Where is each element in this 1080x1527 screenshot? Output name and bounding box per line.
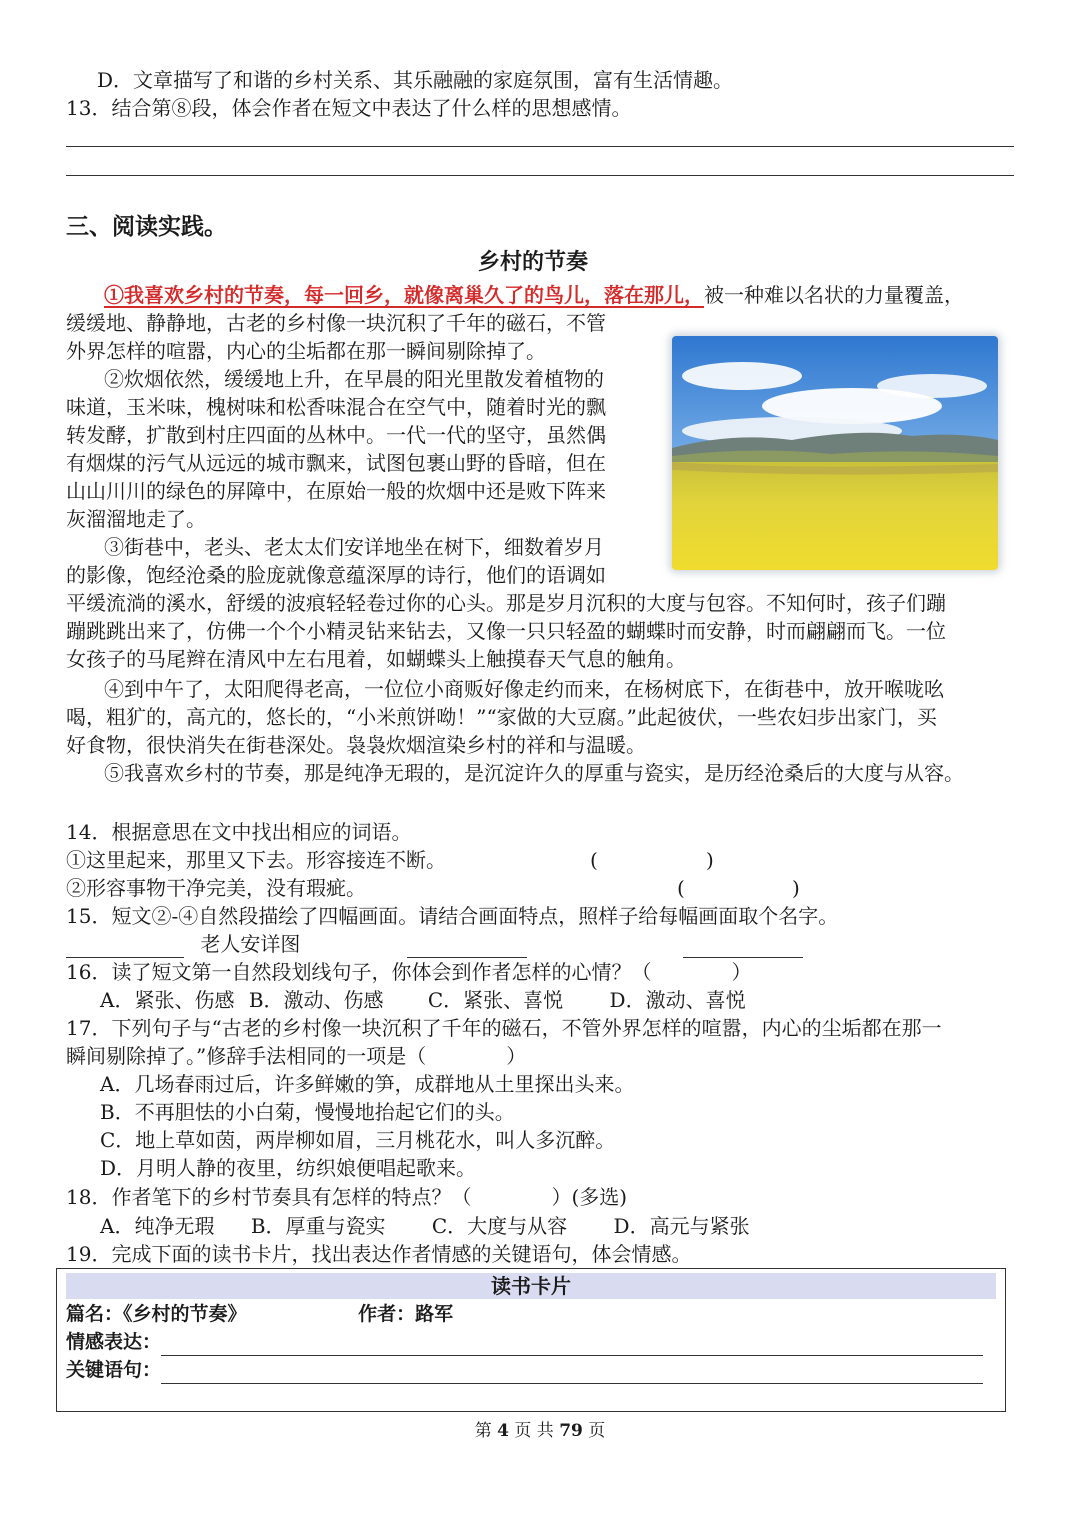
question-18-options bbox=[100, 1212, 750, 1240]
question-14: 14．根据意思在文中找出相应的词语。 bbox=[66, 820, 412, 844]
card-author-value: 路军 bbox=[415, 1303, 454, 1325]
question-17-option-d: D．月明人静的夜里，纺织娘便唱起歌来。 bbox=[100, 1156, 477, 1180]
passage-line: 转发酵，扩散到村庄四面的丛林中。一代一代的坚守，虽然偶 bbox=[66, 423, 606, 447]
question-15: 15．短文②-④自然段描绘了四幅画面。请结合画面特点，照样子给每幅画面取个名字。 bbox=[66, 904, 839, 928]
question-17-line-2: 瞬间剔除掉了。”修辞手法相同的一项是（ ） bbox=[66, 1044, 527, 1068]
answer-line bbox=[66, 146, 1014, 147]
footer-suffix: 页 bbox=[588, 1421, 606, 1441]
card-key-row bbox=[66, 1356, 983, 1384]
card-title-label: 篇名： bbox=[66, 1303, 124, 1325]
passage-line: 的影像，饱经沧桑的脸庞就像意蕴深厚的诗行，他们的语调如 bbox=[66, 563, 606, 587]
card-author-label: 作者： bbox=[358, 1303, 416, 1325]
section-heading: 三、阅读实践。 bbox=[66, 214, 227, 240]
passage-line: 平缓流淌的溪水，舒缓的波痕轻轻卷过你的心头。那是岁月沉积的大度与包容。不知何时，孩子们蹦 bbox=[66, 591, 946, 615]
option: C．紧张、喜悦 bbox=[427, 988, 564, 1012]
passage-line: ④到中午了，太阳爬得老高，一位位小商贩好像走约而来，在杨树底下，在街巷中，放开喉咙吆 bbox=[104, 677, 944, 701]
question-15-answers bbox=[66, 930, 803, 958]
option: A．紧张、伤感 bbox=[100, 988, 235, 1012]
page-footer bbox=[0, 1418, 1080, 1444]
passage-line: ②炊烟依然，缓缓地上升，在早晨的阳光里散发着植物的 bbox=[104, 367, 604, 391]
key-answer-line[interactable] bbox=[161, 1361, 983, 1384]
passage-line: 好食物，很快消失在街巷深处。袅袅炊烟渲染乡村的祥和与温暖。 bbox=[66, 733, 646, 757]
example-name: 老人安详图 bbox=[200, 932, 301, 956]
option-d: D．文章描写了和谐的乡村关系、其乐融融的家庭氛围，富有生活情趣。 bbox=[97, 68, 734, 92]
question-17-line-1: 17．下列句子与“古老的乡村像一块沉积了千年的磁石，不管外界怎样的喧嚣，内心的尘垢都在那一 bbox=[66, 1016, 942, 1040]
reading-card-heading: 读书卡片 bbox=[66, 1273, 996, 1299]
answer-paren-open: ( bbox=[677, 876, 685, 900]
question-13: 13．结合第⑧段，体会作者在短文中表达了什么样的思想感情。 bbox=[66, 96, 632, 120]
question-18: 18．作者笔下的乡村节奏具有怎样的特点？（ ）(多选) bbox=[66, 1185, 628, 1209]
passage-line: 灰溜溜地走了。 bbox=[66, 507, 206, 531]
option: B．激动、伤感 bbox=[248, 988, 384, 1012]
footer-prefix: 第 bbox=[474, 1421, 492, 1441]
passage-line: ③街巷中，老头、老太太们安详地坐在树下，细数着岁月 bbox=[104, 535, 604, 559]
question-16: 16．读了短文第一自然段划线句子，你体会到作者怎样的心情？（ ） bbox=[66, 960, 752, 984]
passage-title: 乡村的节奏 bbox=[478, 250, 589, 275]
passage-line: 味道，玉米味，槐树味和松香味混合在空气中，随着时光的飘 bbox=[66, 395, 606, 419]
option: A．纯净无瑕 bbox=[100, 1214, 215, 1238]
passage-line: 缓缓地、静静地，古老的乡村像一块沉积了千年的磁石，不管 bbox=[66, 311, 606, 335]
passage-line: ⑤我喜欢乡村的节奏，那是纯净无瑕的，是沉淀许久的厚重与瓷实，是历经沧桑后的大度与从容。 bbox=[104, 761, 964, 785]
option: D．激动、喜悦 bbox=[609, 988, 746, 1012]
answer-line bbox=[66, 175, 1014, 176]
answer-paren-open: ( bbox=[590, 848, 598, 872]
reading-card bbox=[56, 1268, 1006, 1412]
passage-line: 山山川川的绿色的屏障中，在原始一般的炊烟中还是败下阵来 bbox=[66, 479, 606, 503]
passage-line: 蹦跳跳出来了，仿佛一个个小精灵钻来钻去，又像一只只轻盈的蝴蝶时而安静，时而翩翩而飞。一位 bbox=[66, 619, 946, 643]
answer-paren-close: ) bbox=[706, 848, 714, 872]
answer-paren-close: ) bbox=[792, 876, 800, 900]
footer-mid: 页 共 bbox=[514, 1421, 554, 1441]
underlined-sentence: ①我喜欢乡村的节奏，每一回乡，就像离巢久了的鸟儿，落在那儿， bbox=[104, 283, 704, 307]
card-title-value: 《乡村的节奏》 bbox=[123, 1303, 247, 1325]
option: D．高元与紧张 bbox=[613, 1214, 750, 1238]
passage-line: 有烟煤的污气从远远的城市飘来，试图包裹山野的昏暗，但在 bbox=[66, 451, 606, 475]
option: C．大度与从容 bbox=[431, 1214, 568, 1238]
card-emotion-row bbox=[66, 1328, 983, 1356]
question-14-item-1: ①这里起来，那里又下去。形容接连不断。 bbox=[66, 848, 446, 872]
card-emotion-label: 情感表达： bbox=[66, 1331, 162, 1353]
page-number: 4 bbox=[497, 1421, 509, 1441]
question-14-item-2: ②形容事物干净完美，没有瑕疵。 bbox=[66, 876, 366, 900]
option: B．厚重与瓷实 bbox=[250, 1214, 386, 1238]
question-17-option-b: B．不再胆怯的小白菊，慢慢地抬起它们的头。 bbox=[100, 1100, 515, 1124]
passage-line: 外界怎样的喧嚣，内心的尘垢都在那一瞬间剔除掉了。 bbox=[66, 339, 546, 363]
question-17-option-c: C．地上草如茵，两岸柳如眉，三月桃花水，叫人多沉醉。 bbox=[100, 1128, 616, 1152]
paragraph-1-line bbox=[104, 281, 964, 309]
landscape-photo bbox=[672, 336, 998, 570]
passage-line: 女孩子的马尾辫在清风中左右甩着，如蝴蝶头上触摸春天气息的触角。 bbox=[66, 647, 686, 671]
passage-line: 喝，粗犷的，高亢的，悠长的，“小米煎饼呦！”“家做的大豆腐。”此起彼伏，一些农妇步出家门，买 bbox=[66, 705, 937, 729]
answer-blank[interactable] bbox=[66, 933, 184, 958]
paragraph-1-rest: 被一种难以名状的力量覆盖， bbox=[704, 283, 964, 307]
question-17-option-a: A．几场春雨过后，许多鲜嫩的笋，成群地从土里探出头来。 bbox=[100, 1072, 635, 1096]
emotion-answer-line[interactable] bbox=[161, 1333, 983, 1356]
page-total: 79 bbox=[559, 1421, 583, 1441]
card-title-row bbox=[66, 1300, 453, 1328]
question-19: 19．完成下面的读书卡片，找出表达作者情感的关键语句，体会情感。 bbox=[66, 1242, 692, 1266]
answer-blank[interactable] bbox=[407, 933, 527, 958]
card-key-label: 关键语句： bbox=[66, 1359, 162, 1381]
question-16-options bbox=[100, 986, 746, 1014]
answer-blank[interactable] bbox=[683, 933, 803, 958]
